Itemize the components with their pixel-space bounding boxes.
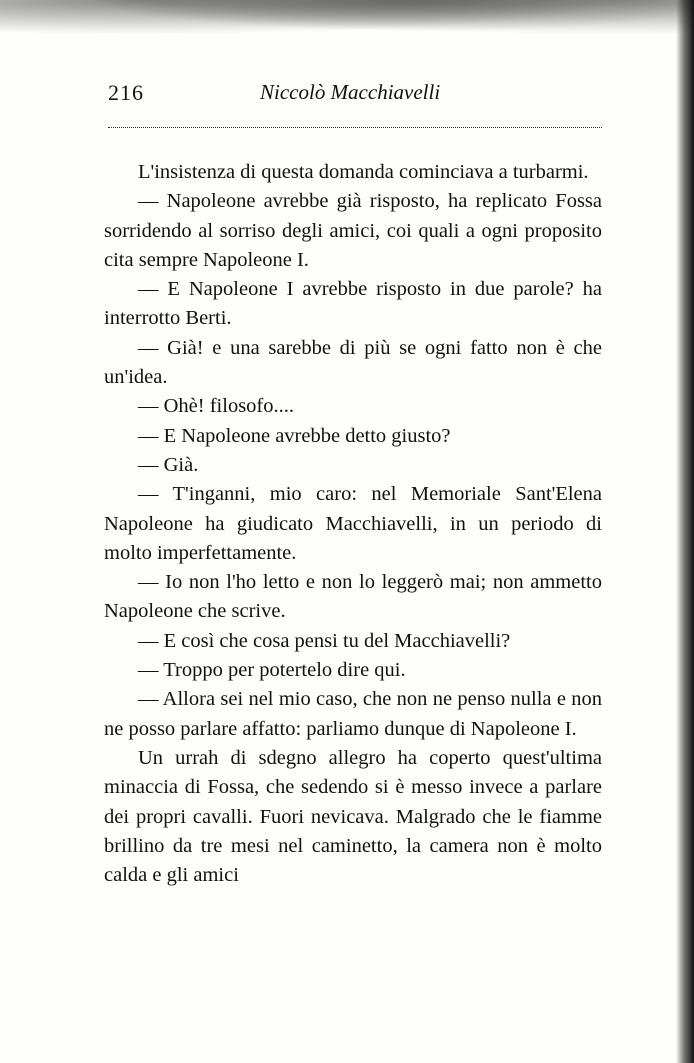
paragraph: — Napoleone avrebbe già risposto, ha replicato Fossa sorridendo al sorriso degli amici, coi quali a ogni proposito cita sempre Napoleone I.: [104, 190, 602, 271]
paragraph: — Ohè! filosofo....: [138, 395, 295, 418]
paragraph: — E così che cosa pensi tu del Macchiavelli?: [138, 629, 511, 652]
scan-top-edge: [0, 0, 694, 40]
paragraph: Un urrah di sdegno allegro ha coperto quest'ultima minaccia di Fossa, che sedendo si è messo invece a parlare dei propri cavalli. Fuori nevicava. Malgrado che le fiamme brillino da tre mesi nel caminetto, la camera non è molto calda e gli amici: [104, 746, 602, 887]
paragraph: — E Napoleone I avrebbe risposto in due parole? ha interrotto Berti.: [104, 278, 602, 330]
paragraph: — Già.: [138, 453, 199, 476]
paragraph: — Allora sei nel mio caso, che non ne penso nulla e non ne posso parlare affatto: parliamo dunque di Napoleone I.: [104, 688, 602, 740]
header-rule: [108, 127, 602, 128]
scan-right-edge: [676, 0, 694, 1063]
paragraph: L'insistenza di questa domanda cominciava a turbarmi.: [138, 161, 589, 183]
paragraph: — E Napoleone avrebbe detto giusto?: [138, 424, 451, 447]
page-header: [108, 78, 602, 112]
paragraph: — Già! e una sarebbe di più se ogni fatto non è che un'idea.: [104, 336, 602, 389]
running-title: Niccolò Macchiavelli: [260, 80, 441, 104]
paragraph: — T'inganni, mio caro: nel Memoriale Sant'Elena Napoleone ha giudicato Macchiavelli, in un periodo di molto imperfettamente.: [104, 483, 602, 564]
body-text: [104, 158, 602, 890]
paragraph: — Troppo per potertelo dire qui.: [138, 659, 406, 682]
page-number: 216: [108, 80, 144, 105]
paragraph: — Io non l'ho letto e non lo leggerò mai; non ammetto Napoleone che scrive.: [104, 571, 602, 623]
